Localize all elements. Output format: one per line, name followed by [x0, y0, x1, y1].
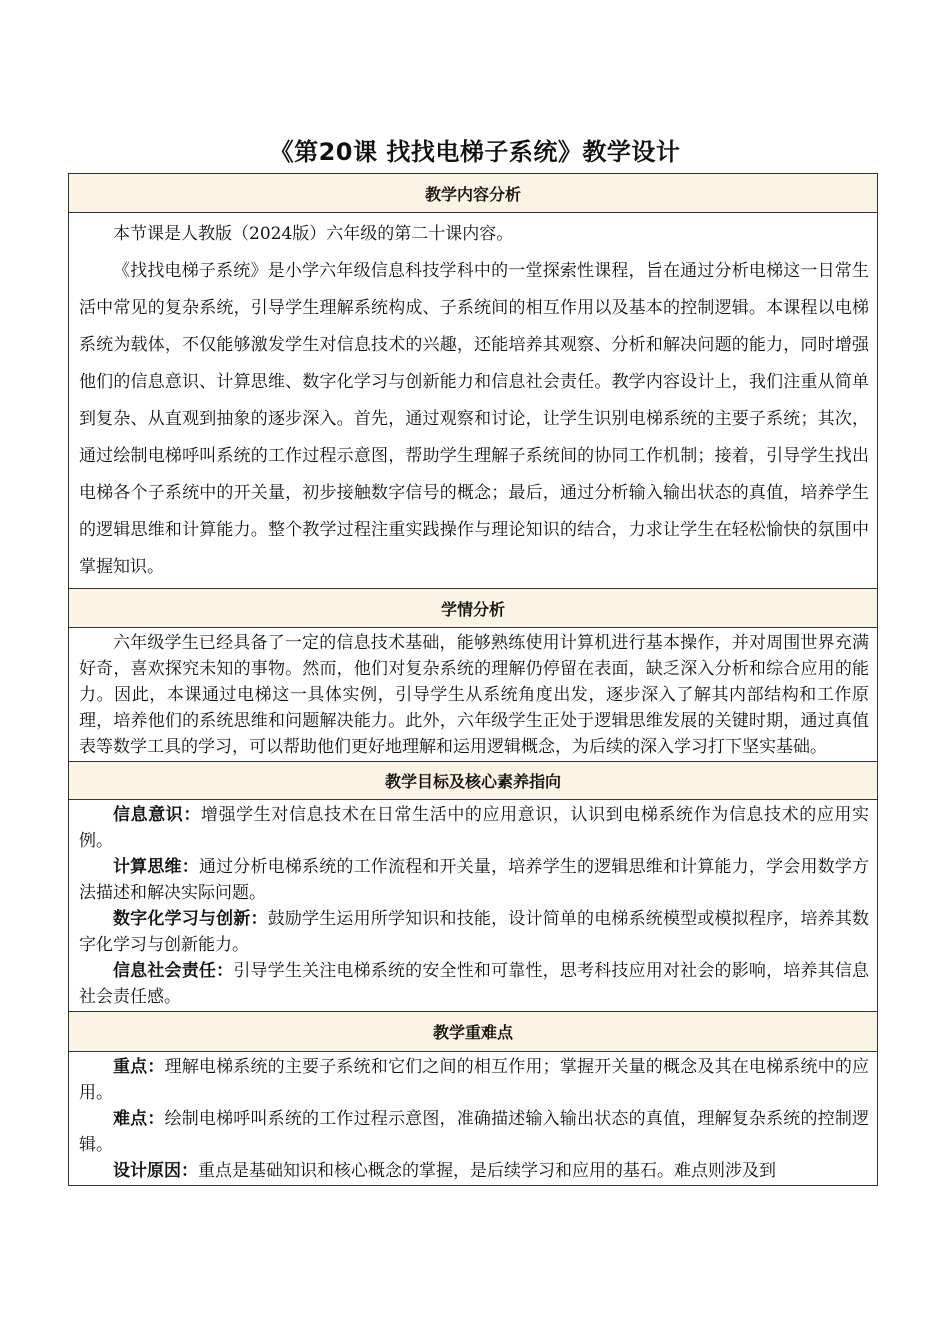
item-lead: 难点： [113, 1109, 165, 1129]
section-body-key-points [69, 1052, 878, 1186]
section-header-learner-analysis [69, 589, 878, 628]
section-body-learner-analysis [69, 628, 878, 762]
item-lead: 信息社会责任： [113, 961, 234, 981]
item-lead: 设计原因： [113, 1161, 198, 1181]
section-heading: 教学目标及核心素养指向 [69, 762, 878, 800]
section-header-key-points [69, 1012, 878, 1052]
key-point-item [79, 1106, 869, 1158]
section-body-objectives [69, 800, 878, 1012]
section-header-content-analysis [69, 174, 878, 213]
item-lead: 信息意识： [113, 805, 201, 825]
item-lead: 数字化学习与创新： [113, 909, 268, 929]
item-lead: 重点： [113, 1057, 165, 1077]
document-title: 《第20课 找找电梯子系统》教学设计 [269, 138, 681, 166]
lesson-plan-table [68, 173, 878, 1186]
item-text: 鼓励学生运用所学知识和技能，设计简单的电梯系统模型或模拟程序，培养其数字化学习与创新能力。 [79, 909, 870, 955]
paragraph: 本节课是人教版（2024版）六年级的第二十课内容。 [113, 224, 514, 244]
key-point-item [79, 1158, 869, 1184]
item-text: 理解电梯系统的主要子系统和它们之间的相互作用；掌握开关量的概念及其在电梯系统中的应用。 [79, 1057, 870, 1103]
item-text: 增强学生对信息技术在日常生活中的应用意识，认识到电梯系统作为信息技术的应用实例。 [79, 805, 870, 851]
section-heading: 学情分析 [69, 589, 878, 628]
objective-item [79, 906, 869, 958]
item-text: 通过分析电梯系统的工作流程和开关量，培养学生的逻辑思维和计算能力，学会用数学方法描述和解决实际问题。 [79, 857, 870, 903]
key-point-item [79, 1054, 869, 1106]
paragraph: 《找找电梯子系统》是小学六年级信息科技学科中的一堂探索性课程，旨在通过分析电梯这一日常生活中常见的复杂系统，引导学生理解系统构成、子系统间的相互作用以及基本的控制逻辑。本课程以电梯系统为载体，不仅能够激发学生对信息技术的兴趣，还能培养其观察、分析和解决问题的能力，同时增强他们的信息意识、计算思维、数字化学习与创新能力和信息社会责任。教学内容设计上，我们注重从简单到复杂、从直观到抽象的逐步深入。首先，通过观察和讨论，让学生识别电梯系统的主要子系统；其次，通过绘制电梯呼叫系统的工作过程示意图，帮助学生理解子系统间的协同工作机制；接着，引导学生找出电梯各个子系统中的开关量，初步接触数字信号的概念；最后，通过分析输入输出状态的真值，培养学生的逻辑思维和计算能力。整个教学过程注重实践操作与理论知识的结合，力求让学生在轻松愉快的氛围中掌握知识。 [79, 261, 869, 577]
item-text: 绘制电梯呼叫系统的工作过程示意图，准确描述输入输出状态的真值，理解复杂系统的控制逻辑。 [79, 1109, 870, 1155]
section-body-content-analysis [69, 213, 878, 589]
objective-item [79, 958, 869, 1010]
objective-item [79, 854, 869, 906]
item-lead: 计算思维： [113, 857, 199, 877]
item-text: 引导学生关注电梯系统的安全性和可靠性，思考科技应用对社会的影响，培养其信息社会责任感。 [79, 961, 870, 1007]
paragraph: 六年级学生已经具备了一定的信息技术基础，能够熟练使用计算机进行基本操作，并对周围世界充满好奇，喜欢探究未知的事物。然而，他们对复杂系统的理解仍停留在表面，缺乏深入分析和综合应用的能力。因此，本课通过电梯这一具体实例，引导学生从系统角度出发，逐步深入了解其内部结构和工作原理，培养他们的系统思维和问题解决能力。此外，六年级学生正处于逻辑思维发展的关键时期，通过真值表等数学工具的学习，可以帮助他们更好地理解和运用逻辑概念，为后续的深入学习打下坚实基础。 [79, 633, 869, 757]
item-text: 重点是基础知识和核心概念的掌握，是后续学习和应用的基石。难点则涉及到 [198, 1161, 776, 1181]
objective-item [79, 802, 869, 854]
section-heading: 教学重难点 [69, 1012, 878, 1052]
section-header-objectives [69, 762, 878, 800]
section-heading: 教学内容分析 [69, 174, 878, 213]
